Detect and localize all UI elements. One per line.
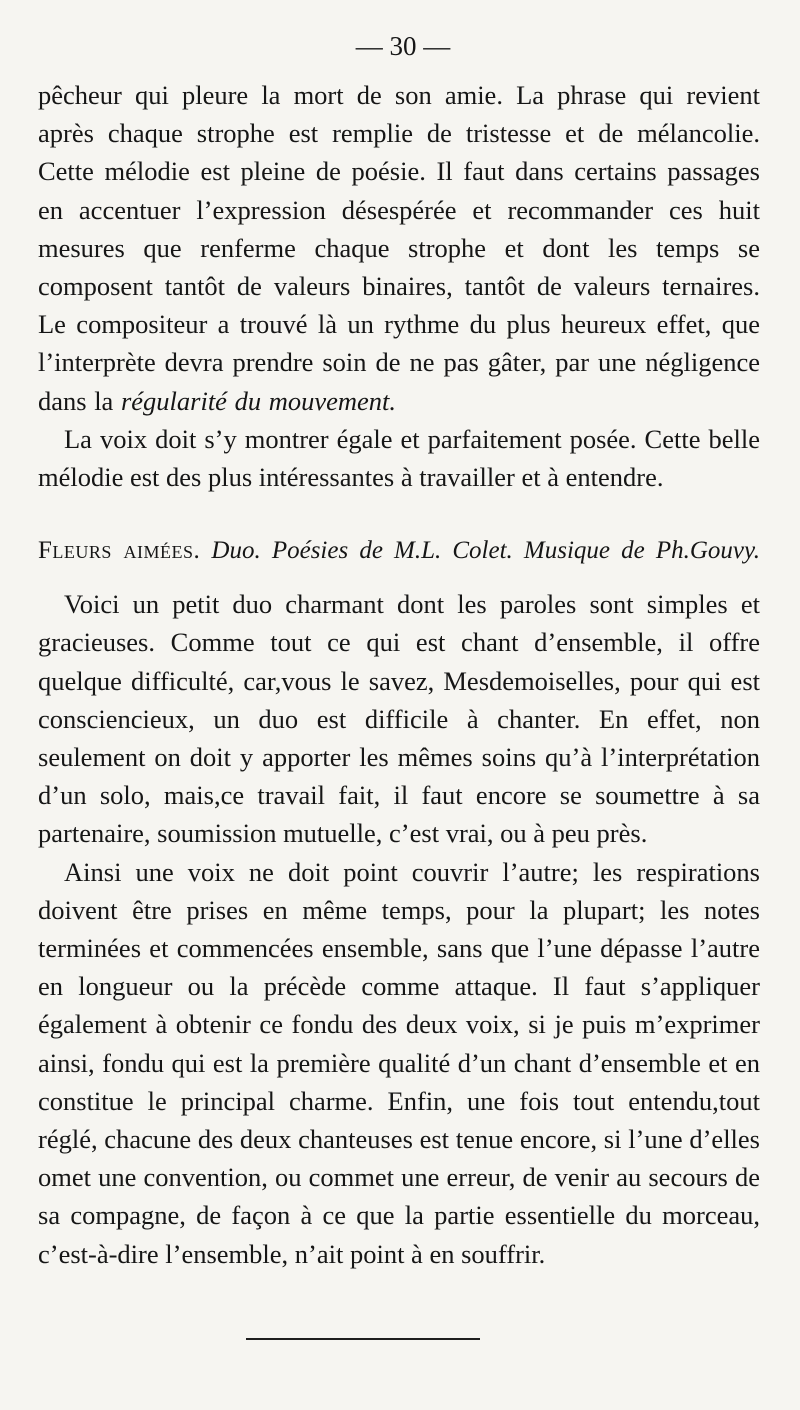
paragraph-voice: La voix doit s’y montrer égale et parfaitement posée. Cette belle mélodie est des plus intéressantes à travailler et à entendre.	[38, 423, 760, 493]
entry-title: Fleurs aimées.	[38, 537, 201, 565]
duo-commentary	[38, 585, 760, 1273]
paragraph-duo-advice: Ainsi une voix ne doit point couvrir l’autre; les respirations doivent être prises en même temps, pour la plupart; les notes terminées et commencées ensemble, sans que l’une dépasse l’autre en longueur ou la précède comme attaque. Il faut s’appliquer également à obtenir ce fondu des deux voix, si je puis m’exprimer ainsi, fondu qui est la première qualité d’un chant d’ensemble et en constitue le principal charme. Enfin, une fois tout entendu,tout réglé, chacune des deux chanteuses est tenue encore, si l’une d’elles omet une convention, ou commet une erreur, de venir au secours de sa compagne, de façon à ce que la partie essentielle du morceau, c’est-à-dire l’ensemble, n’ait point à en souffrir.	[38, 856, 760, 1269]
end-rule	[246, 1338, 480, 1340]
paragraph-continued-text: pêcheur qui pleure la mort de son amie. La phrase qui revient après chaque strophe est remplie de tristesse et de mélancolie. Cette mélodie est pleine de poésie. Il faut dans certains passages en accentuer l’expression désespérée et recommander ces huit mesures que renferme chaque strophe et dont les temps se composent tantôt de valeurs binaires, tantôt de valeurs ternaires. Le compositeur a trouvé là un rythme du plus heureux effet, que l’interprète devra prendre soin de ne pas gâter, par une négligence dans la	[38, 80, 760, 416]
paragraph-continued-italic: régularité du mouvement.	[120, 385, 396, 416]
paragraph-duo-intro: Voici un petit duo charmant dont les paroles sont simples et gracieuses. Comme tout ce qui est chant d’ensemble, il offre quelque difficulté, car,vous le savez, Mesdemoiselles, pour qui est consciencieux, un duo est difficile à chanter. En effet, non seulement on doit y apporter les mêmes soins qu’à l’interprétation d’un solo, mais,ce travail fait, il faut encore se soumettre à sa partenaire, soumission mutuelle, c’est vrai, ou à peu près.	[38, 589, 760, 849]
paragraph-continued	[38, 76, 760, 420]
entry-subtitle: Duo. Poésies de M.L. Colet. Musique de Ph.Gouvy.	[211, 537, 760, 565]
page-number: — 30 —	[355, 31, 451, 61]
entry-heading	[38, 533, 760, 569]
document-page	[38, 28, 760, 1398]
